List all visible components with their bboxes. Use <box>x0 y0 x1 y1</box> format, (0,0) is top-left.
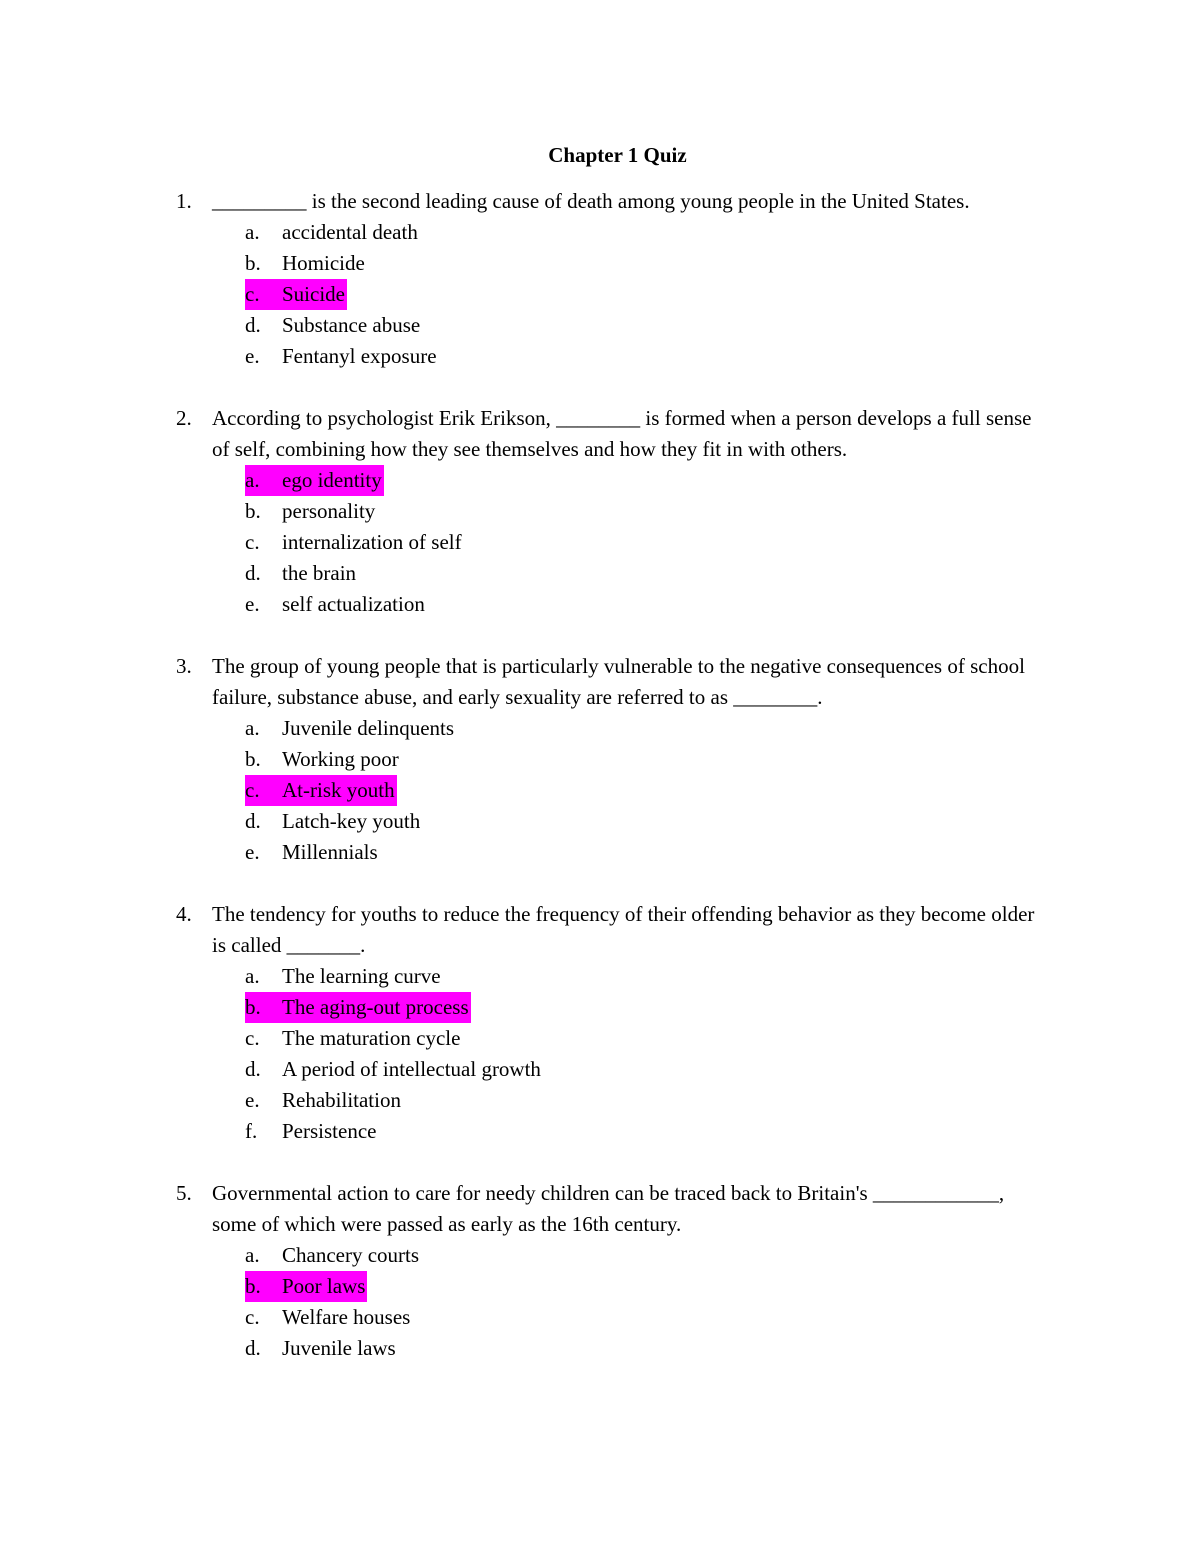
option-text: accidental death <box>282 220 418 244</box>
page-title: Chapter 1 Quiz <box>548 143 687 167</box>
option-letter: c. <box>245 282 260 306</box>
option-text: Juvenile delinquents <box>282 716 455 740</box>
question-text: The tendency for youths to reduce the frequency of their offending behavior as they become older is called _______. <box>212 902 1035 957</box>
option-4f <box>0 1116 1200 1147</box>
option-text: Millennials <box>282 840 378 864</box>
option-list <box>0 713 1200 868</box>
option-text: Suicide <box>282 282 345 306</box>
option-2c <box>0 527 1200 558</box>
option-text: personality <box>282 499 376 523</box>
option-letter: a. <box>245 1243 260 1267</box>
option-letter: d. <box>245 313 261 337</box>
option-letter: a. <box>245 964 260 988</box>
option-text: The maturation cycle <box>282 1026 461 1050</box>
option-3c <box>0 775 1200 806</box>
option-text: A period of intellectual growth <box>282 1057 541 1081</box>
option-letter: d. <box>245 1057 261 1081</box>
option-letter: a. <box>245 468 260 492</box>
option-5a <box>0 1240 1200 1271</box>
option-letter: d. <box>245 561 261 585</box>
option-1e <box>0 341 1200 372</box>
option-1d <box>0 310 1200 341</box>
question-4 <box>0 899 1200 1147</box>
option-3e <box>0 837 1200 868</box>
question-3 <box>0 651 1200 868</box>
option-text: At-risk youth <box>282 778 395 802</box>
option-1c <box>0 279 1200 310</box>
option-text: Substance abuse <box>282 313 421 337</box>
option-text: The aging-out process <box>282 995 469 1019</box>
option-2b <box>0 496 1200 527</box>
option-letter: c. <box>245 1026 260 1050</box>
option-4d <box>0 1054 1200 1085</box>
option-letter: b. <box>245 499 261 523</box>
option-2a <box>0 465 1200 496</box>
question-number: 2. <box>176 406 192 430</box>
option-text: self actualization <box>282 592 425 616</box>
option-2e <box>0 589 1200 620</box>
question-number: 5. <box>176 1181 192 1205</box>
option-4b <box>0 992 1200 1023</box>
option-text: Welfare houses <box>282 1305 411 1329</box>
question-text: The group of young people that is particularly vulnerable to the negative consequences of school failure, substance abuse, and early sexuality are referred to as ________. <box>212 654 1025 709</box>
option-letter: b. <box>245 1274 261 1298</box>
question-2 <box>0 403 1200 620</box>
question-number: 1. <box>176 189 192 213</box>
option-text: Rehabilitation <box>282 1088 401 1112</box>
option-letter: e. <box>245 1088 260 1112</box>
option-list <box>0 465 1200 620</box>
option-letter: e. <box>245 840 260 864</box>
option-letter: b. <box>245 251 261 275</box>
question-5 <box>0 1178 1200 1364</box>
option-list <box>0 1240 1200 1364</box>
question-text: Governmental action to care for needy children can be traced back to Britain's ____________, some of which were passed as early as the 16th century. <box>212 1181 1005 1236</box>
option-letter: a. <box>245 716 260 740</box>
option-letter: a. <box>245 220 260 244</box>
option-4e <box>0 1085 1200 1116</box>
option-3b <box>0 744 1200 775</box>
option-5d <box>0 1333 1200 1364</box>
option-4a <box>0 961 1200 992</box>
option-text: Juvenile laws <box>282 1336 396 1360</box>
option-list <box>0 217 1200 372</box>
option-letter: c. <box>245 530 260 554</box>
option-letter: f. <box>245 1119 258 1143</box>
option-5b <box>0 1271 1200 1302</box>
option-3a <box>0 713 1200 744</box>
option-text: Homicide <box>282 251 365 275</box>
option-text: Poor laws <box>282 1274 366 1298</box>
option-text: Persistence <box>282 1119 377 1143</box>
option-text: Fentanyl exposure <box>282 344 437 368</box>
question-text: _________ is the second leading cause of death among young people in the United States. <box>212 189 970 213</box>
question-1 <box>0 186 1200 372</box>
option-letter: d. <box>245 1336 261 1360</box>
option-text: Chancery courts <box>282 1243 420 1267</box>
option-letter: e. <box>245 592 260 616</box>
question-number: 3. <box>176 654 192 678</box>
option-text: internalization of self <box>282 530 462 554</box>
option-letter: c. <box>245 778 260 802</box>
option-1b <box>0 248 1200 279</box>
question-text: According to psychologist Erik Erikson, ________ is formed when a person develops a full sense of self, combining how they see themselves and how they fit in with others. <box>212 406 1032 461</box>
option-5c <box>0 1302 1200 1333</box>
option-text: ego identity <box>282 468 382 492</box>
option-text: The learning curve <box>282 964 441 988</box>
option-4c <box>0 1023 1200 1054</box>
option-3d <box>0 806 1200 837</box>
option-letter: b. <box>245 747 261 771</box>
option-text: Latch-key youth <box>282 809 421 833</box>
option-text: the brain <box>282 561 357 585</box>
option-2d <box>0 558 1200 589</box>
option-letter: b. <box>245 995 261 1019</box>
option-1a <box>0 217 1200 248</box>
option-letter: c. <box>245 1305 260 1329</box>
question-list <box>0 186 1200 1395</box>
question-number: 4. <box>176 902 192 926</box>
option-text: Working poor <box>282 747 399 771</box>
option-letter: d. <box>245 809 261 833</box>
option-letter: e. <box>245 344 260 368</box>
option-list <box>0 961 1200 1147</box>
